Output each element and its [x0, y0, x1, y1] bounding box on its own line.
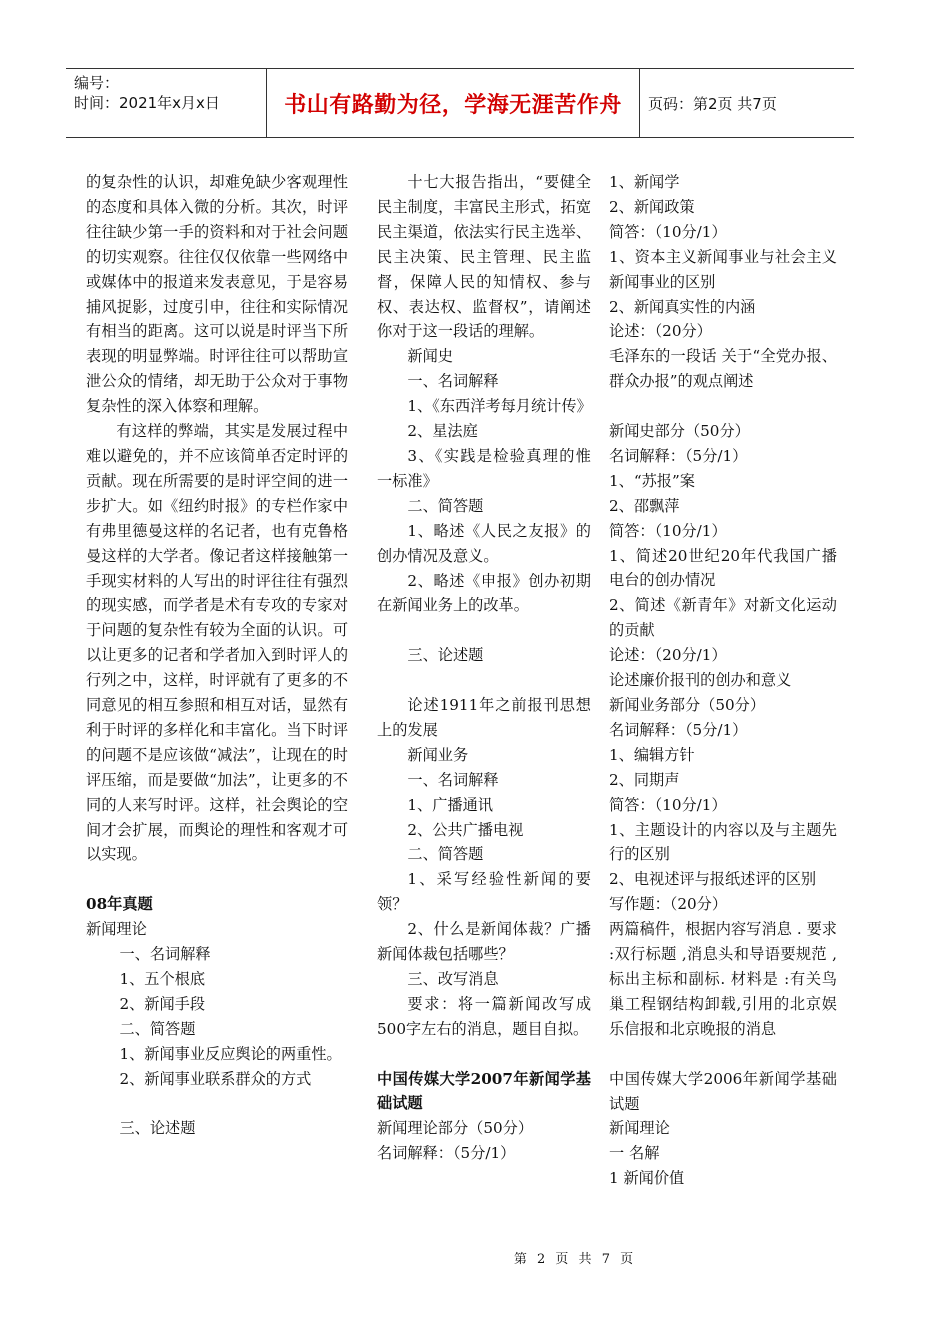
question-item: 毛泽东的一段话 关于“全党办报、群众办报”的观点阐述: [609, 347, 837, 391]
header-motto-cell: [266, 69, 640, 137]
question-heading: 一、名词解释: [119, 945, 211, 964]
column-left: [86, 170, 348, 1141]
question-item: 2、新闻手段: [119, 994, 206, 1013]
question-item: 1、略述《人民之友报》的创办情况及意义。: [377, 521, 591, 565]
question-item: 论述1911年之前报刊思想上的发展: [377, 696, 591, 739]
question-heading: 三、论述题: [119, 1119, 196, 1138]
part-heading: 简答：（10分/1）: [609, 222, 727, 241]
section-title: 中国传媒大学2007年新闻学基础试题: [377, 1069, 591, 1113]
paragraph: 的复杂性的认识，却难免缺少客观理性的态度和具体入微的分析。其次，时评往往缺少第一手的资料和对于社会问题的切实观察。往往仅仅依靠一些网络中或媒体中的报道来发表意见，于是容易捕风捉影，过度引申，往往和实际情况有相当的距离。这可以说是时评当下所表现的明显弊端。时评往往可以帮助宣泄公众的情绪，却无助于公众对于事物复杂性的深入体察和理解。: [86, 173, 348, 416]
question-heading: 二、简答题: [407, 845, 484, 864]
question-item: 2、同期声: [609, 770, 680, 789]
section-title: 08年真题: [86, 895, 153, 914]
question-item: 1 新闻价值: [609, 1169, 685, 1188]
question-item: 1、资本主义新闻事业与社会主义新闻事业的区别: [609, 247, 837, 291]
question-item: 1、简述20世纪20年代我国广播电台的创办情况: [609, 546, 837, 590]
question-heading: 三、改写消息: [407, 969, 499, 988]
page-footer: [0, 1248, 950, 1267]
question-item: 2、新闻真实性的内涵: [609, 297, 756, 316]
subject-heading: 新闻业务: [407, 745, 469, 764]
header-page-cell: [638, 69, 854, 137]
header-meta: [66, 69, 266, 137]
part-heading: 名词解释：（5分/1）: [377, 1144, 516, 1163]
time-label: 时间：2021年x月x日: [74, 94, 220, 112]
column-right: [609, 170, 837, 1191]
question-item: 1、主题设计的内容以及与主题先行的区别: [609, 820, 837, 864]
question-heading: 一 名解: [609, 1144, 660, 1163]
column-middle: [377, 170, 591, 1166]
paragraph: 有这样的弊端，其实是发展过程中难以避免的，并不应该简单否定时评的贡献。现在所需要的是时评空间的进一步扩大。如《纽约时报》的专栏作家中有弗里德曼这样的名记者，也有克鲁格曼这样的大学者。像记者这样接触第一手现实材料的人写出的时评往往有强烈的现实感，而学者是术有专攻的专家对于问题的复杂性有较为全面的认识。可以让更多的记者和学者加入到时评人的行列之中，这样，时评就有了更多的不同意见的相互参照和相互对话，显然有利于时评的多样化和丰富化。当下时评的问题不是应该做“减法”，让现在的时评压缩，而是要做“加法”，让更多的不同的人来写时评。这样，社会舆论的空间才会扩展，而舆论的理性和客观才可以实现。: [86, 422, 348, 864]
question-item: 要求：将一篇新闻改写成500字左右的消息，题目自拟。: [377, 994, 591, 1038]
part-heading: 名词解释：（5分/1）: [609, 446, 748, 465]
subject-heading: 新闻理论: [609, 1119, 670, 1138]
motto-text: 书山有路勤为径，学海无涯苦作舟: [284, 92, 622, 118]
question-item: 3、《实践是检验真理的惟一标准》: [377, 446, 591, 490]
part-heading: 论述：（20分/1）: [609, 646, 727, 665]
question-item: 2、新闻政策: [609, 197, 695, 216]
question-item: 1、编辑方针: [609, 745, 695, 764]
question-item: 两篇稿件，根据内容写消息 . 要求 :双行标题 ,消息头和导语要规范 ,标出主标和副标. 材料是 :有关鸟巢工程钢结构卸载,引用的北京娱乐信报和北京晚报的消息: [609, 920, 837, 1038]
question-item: 1、“苏报”案: [609, 471, 695, 490]
part-heading: 写作题：（20分）: [609, 895, 728, 914]
question-item: 2、简述《新青年》对新文化运动的贡献: [609, 596, 837, 640]
question-item: 2、邵飘萍: [609, 496, 680, 515]
question-heading: 二、简答题: [119, 1019, 196, 1038]
part-heading: 名词解释：（5分/1）: [609, 720, 748, 739]
subject-heading: 新闻史: [407, 347, 453, 366]
part-heading: 简答：（10分/1）: [609, 795, 727, 814]
page-header: [66, 68, 854, 138]
question-item: 2、公共广播电视: [407, 820, 524, 839]
part-heading: 新闻史部分（50分）: [609, 422, 750, 441]
question-item: 1、《东西洋考每月统计传》: [407, 397, 592, 416]
paragraph: 十七大报告指出，“要健全民主制度，丰富民主形式，拓宽民主渠道，依法实行民主选举、民主决策、民主管理、民主监督，保障人民的知情权、参与权、表达权、监督权”，请阐述你对于这一段话的理解。: [377, 173, 591, 341]
part-heading: 简答：（10分/1）: [609, 521, 727, 540]
question-item: 论述廉价报刊的创办和意义: [609, 671, 792, 690]
question-item: 2、略述《申报》创办初期在新闻业务上的改革。: [377, 571, 591, 615]
section-title: 中国传媒大学2006年新闻学基础试题: [609, 1069, 837, 1113]
question-heading: 二、简答题: [407, 496, 484, 515]
question-item: 1、新闻学: [609, 173, 680, 191]
subject-heading: 新闻理论: [86, 920, 147, 939]
part-heading: 论述：（20分）: [609, 322, 712, 341]
question-item: 2、新闻事业联系群众的方式: [119, 1069, 312, 1088]
page-label: 页码：第2页 共7页: [648, 94, 777, 113]
part-heading: 新闻业务部分（50分）: [609, 696, 766, 715]
part-heading: 新闻理论部分（50分）: [377, 1119, 534, 1138]
question-item: 1、五个根底: [119, 969, 206, 988]
question-item: 1、新闻事业反应舆论的两重性。: [119, 1044, 342, 1063]
question-heading: 一、名词解释: [407, 372, 499, 391]
question-item: 2、什么是新闻体裁？广播新闻体裁包括哪些？: [377, 920, 591, 964]
footer-page-number: 第 2 页 共 7 页: [513, 1252, 637, 1267]
question-heading: 一、名词解释: [407, 770, 499, 789]
question-item: 1、采写经验性新闻的要领？: [377, 870, 591, 914]
question-item: 2、星法庭: [407, 422, 478, 441]
question-item: 1、广播通讯: [407, 795, 493, 814]
number-label: 编号：: [74, 74, 120, 92]
question-item: 2、电视述评与报纸述评的区别: [609, 870, 817, 889]
question-heading: 三、论述题: [407, 646, 484, 665]
